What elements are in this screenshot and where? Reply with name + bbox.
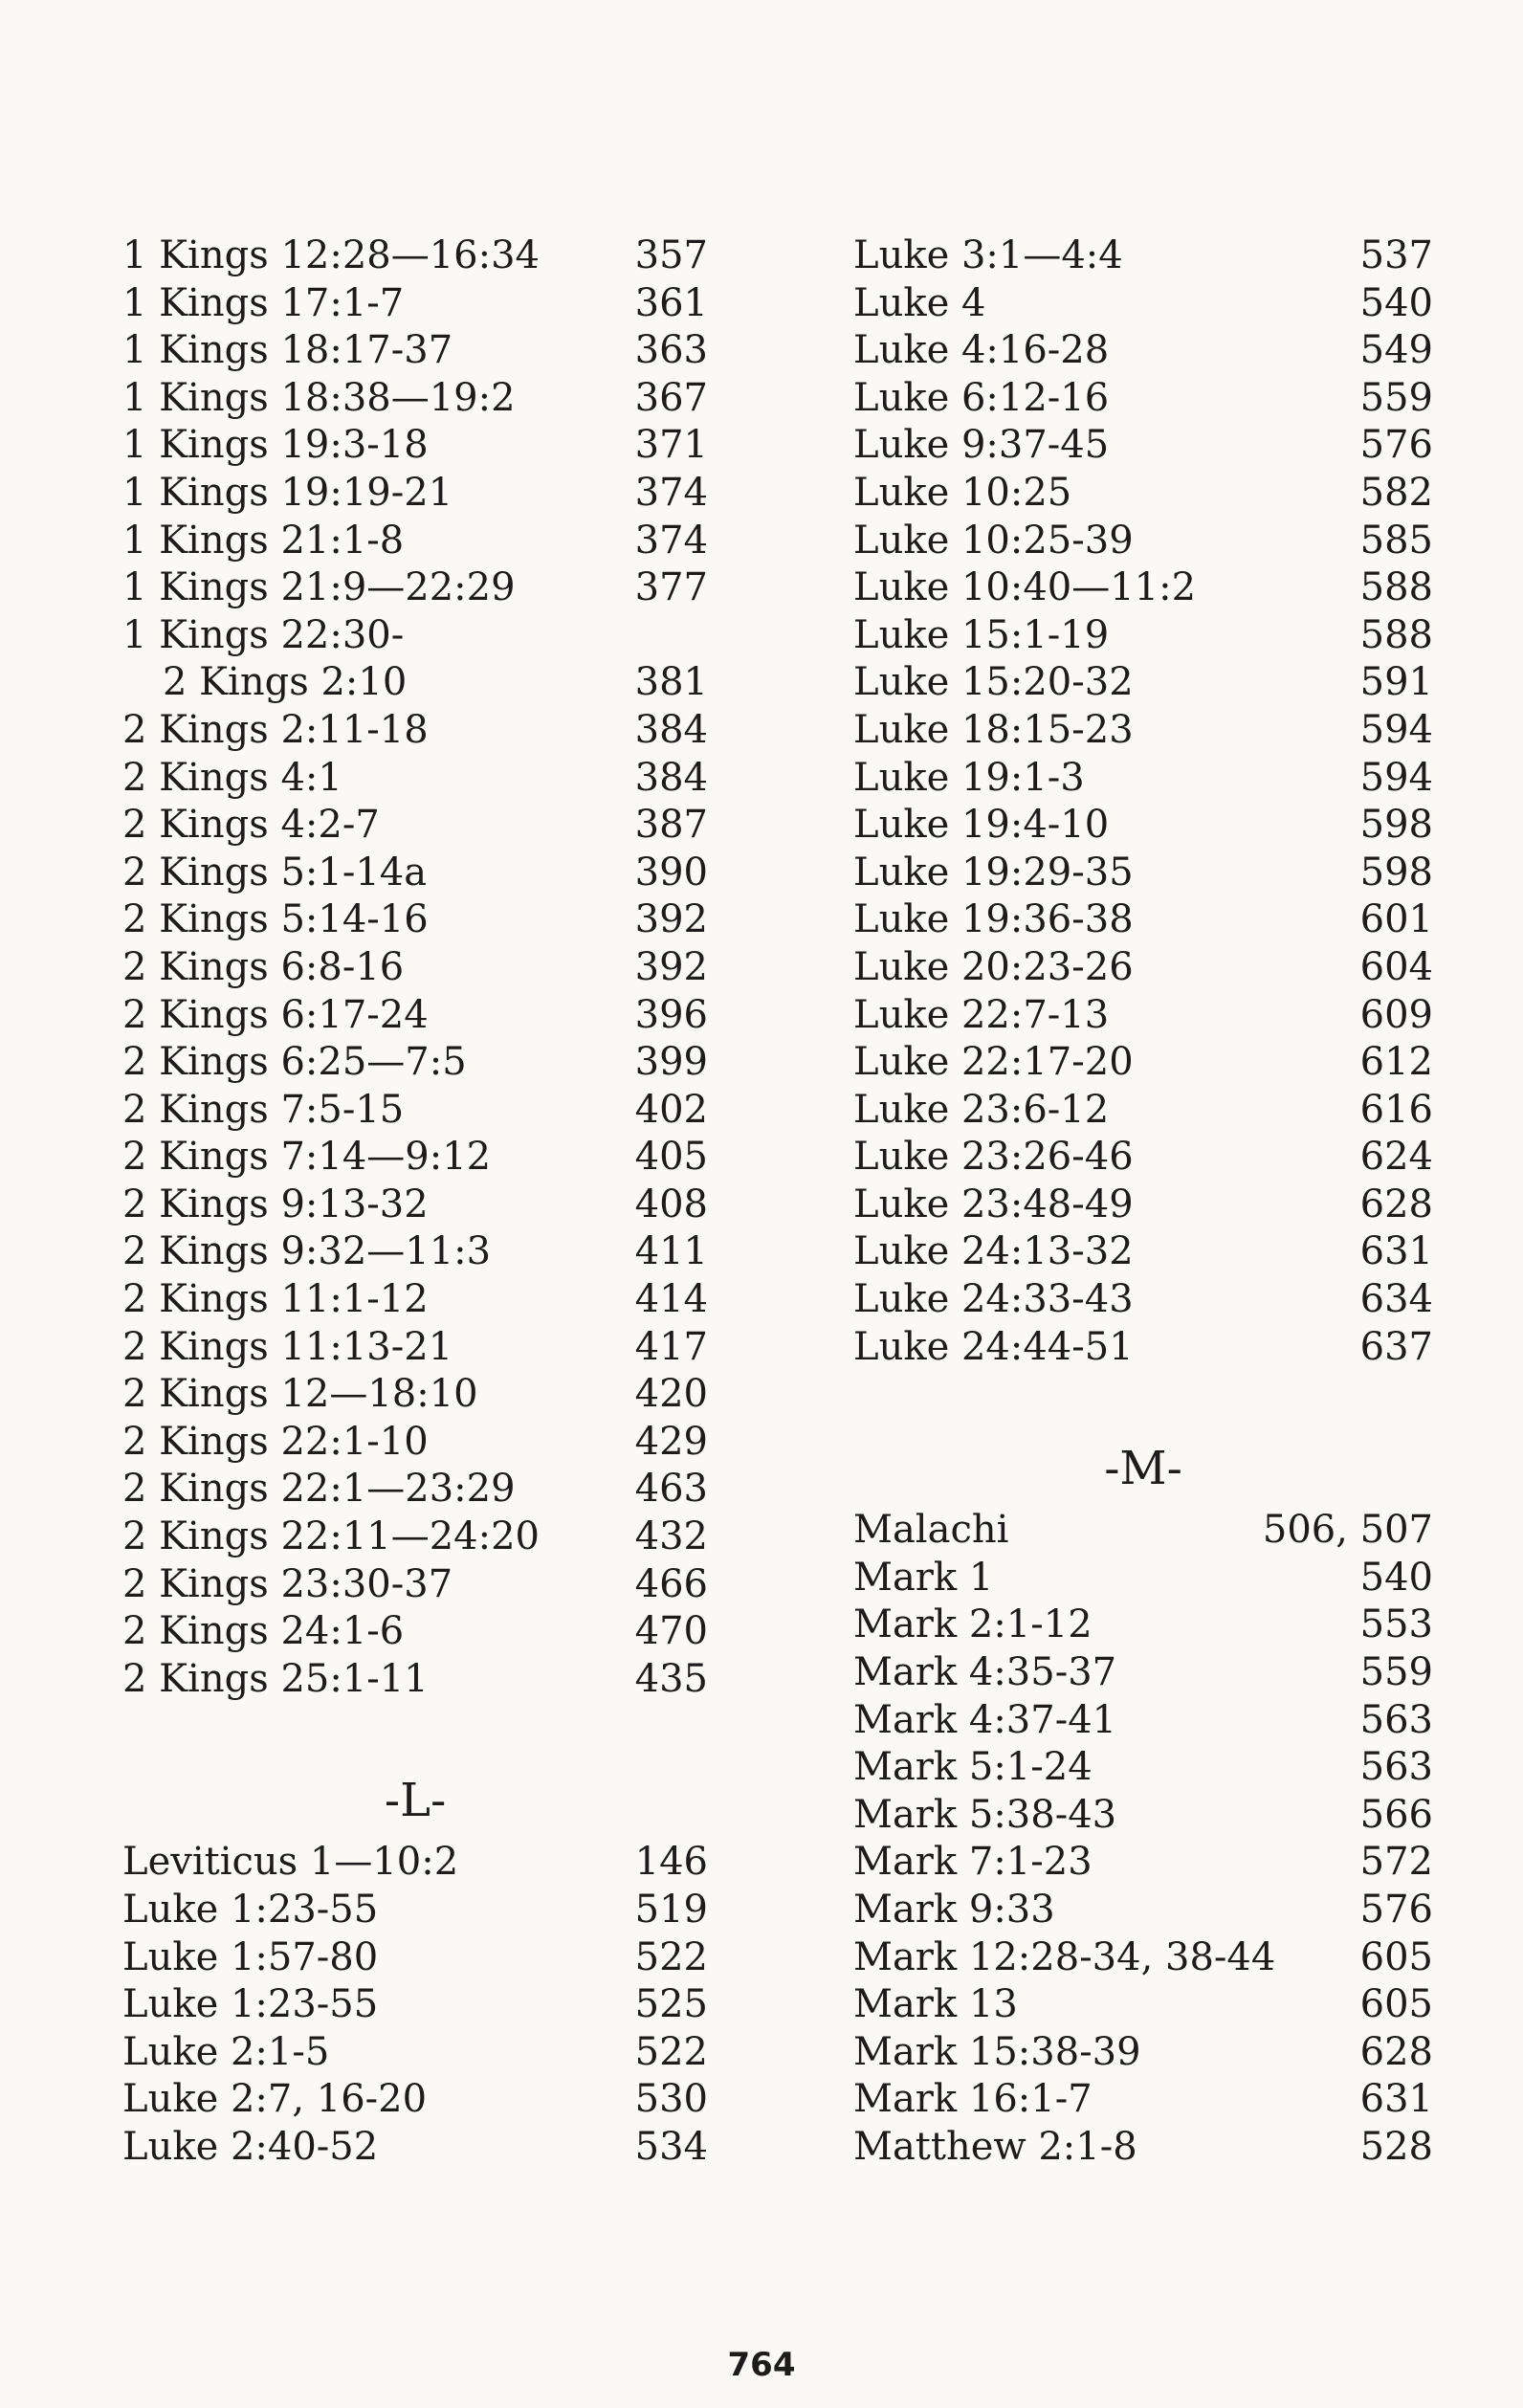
entry-reference: Mark 5:38-43 [853,1792,1117,1837]
kings-entry-list [122,232,708,1703]
entry-reference: Malachi [853,1508,1009,1553]
index-entry [853,564,1433,612]
entry-reference: 2 Kings 5:1-14a [122,850,428,895]
index-entry [853,1887,1433,1934]
index-entry [122,1182,708,1229]
entry-reference: Mark 13 [853,1982,1018,2027]
entry-reference: 1 Kings 19:19-21 [122,470,453,515]
entry-page-number: 588 [1359,565,1433,610]
entry-reference: Matthew 2:1-8 [853,2124,1137,2169]
index-entry [853,1228,1433,1276]
entry-page-number: 598 [1359,803,1433,848]
entry-reference: 1 Kings 12:28—16:34 [122,233,540,277]
index-entry [122,1981,708,2029]
index-entry [853,612,1433,660]
section-heading-l: -L- [384,1774,447,1828]
index-entry [853,470,1433,518]
index-column-right [853,232,1433,2172]
entry-page-number: 390 [634,850,708,895]
index-entry [122,1887,708,1934]
entry-page-number: 585 [1359,518,1433,563]
entry-page-number: 402 [634,1087,708,1132]
entry-reference: 2 Kings 12—18:10 [122,1372,478,1417]
entry-page-number: 624 [1359,1135,1433,1180]
entry-page-number: 405 [634,1135,708,1180]
index-entry [122,564,708,612]
index-entry [853,659,1433,707]
entry-reference: Luke 24:33-43 [853,1277,1134,1322]
index-entry [122,1934,708,1982]
entry-page-number: 637 [1359,1324,1433,1369]
entry-reference: Mark 12:28-34, 38-44 [853,1934,1276,1979]
entry-reference: 2 Kings 23:30-37 [122,1561,453,1606]
index-entry [122,1419,708,1467]
m-entry-list [853,1507,1433,2171]
index-entry [853,2124,1433,2172]
index-entry [122,1228,708,1276]
entry-page-number: 420 [634,1372,708,1417]
index-entry [122,1134,708,1182]
entry-page-number: 591 [1359,660,1433,705]
entry-page-number: 374 [634,470,708,515]
entry-reference: Mark 5:1-24 [853,1745,1093,1790]
entry-reference: 2 Kings 22:1—23:29 [122,1467,516,1512]
entry-reference: 2 Kings 11:13-21 [122,1324,453,1369]
index-entry [853,327,1433,375]
entry-page-number: 470 [634,1609,708,1654]
index-entry [853,755,1433,803]
entry-page-number: 609 [1359,992,1433,1037]
index-entry [853,944,1433,992]
index-entry [853,1182,1433,1229]
entry-page-number: 604 [1359,944,1433,989]
entry-reference: 1 Kings 18:17-37 [122,328,453,373]
entry-page-number: 559 [1359,1650,1433,1695]
index-entry [122,802,708,850]
index-entry [853,707,1433,755]
entry-reference: Mark 4:35-37 [853,1650,1117,1695]
entry-page-number: 594 [1359,707,1433,752]
entry-page-number: 528 [1359,2124,1433,2169]
entry-reference: Luke 19:36-38 [853,897,1134,942]
index-entry [122,1839,708,1887]
entry-page-number: 384 [634,707,708,752]
entry-reference: 2 Kings 4:1 [122,755,342,800]
index-entry [853,1934,1433,1982]
entry-reference: Luke 15:1-19 [853,612,1110,657]
entry-page-number: 530 [634,2077,708,2122]
index-entry [853,1507,1433,1555]
index-entry [853,375,1433,423]
entry-reference: 1 Kings 19:3-18 [122,423,429,468]
entry-page-number: 631 [1359,1229,1433,1274]
entry-page-number: 598 [1359,850,1433,895]
page-number: 764 [727,2346,796,2384]
entry-reference: Luke 6:12-16 [853,375,1110,420]
index-entry [122,375,708,423]
index-entry [122,470,708,518]
index-entry [122,422,708,470]
entry-reference: Luke 23:48-49 [853,1182,1134,1226]
entry-reference: Mark 2:1-12 [853,1602,1093,1647]
entry-page-number: 576 [1359,1888,1433,1932]
index-entry [853,992,1433,1040]
entry-reference: Luke 22:7-13 [853,992,1110,1037]
entry-page-number: 411 [634,1229,708,1274]
entry-page-number: 601 [1359,897,1433,942]
entry-page-number: 432 [634,1514,708,1559]
entry-page-number: 566 [1359,1792,1433,1837]
index-entry [853,1649,1433,1697]
entry-page-number: 605 [1359,1982,1433,2027]
index-entry [853,1981,1433,2029]
entry-page-number: 387 [634,803,708,848]
entry-reference: 2 Kings 24:1-6 [122,1609,405,1654]
index-entry [853,1276,1433,1324]
index-entry [853,802,1433,850]
index-entry [122,2029,708,2077]
index-entry [122,1276,708,1324]
entry-reference: 2 Kings 22:1-10 [122,1419,429,1464]
entry-reference: Luke 24:44-51 [853,1324,1134,1369]
index-entry [122,659,708,707]
entry-reference: Luke 1:23-55 [122,1982,379,2027]
index-entry [853,1324,1433,1372]
entry-reference: Luke 22:17-20 [853,1040,1134,1085]
entry-reference: Luke 19:1-3 [853,755,1085,800]
entry-reference: 2 Kings 7:14—9:12 [122,1135,492,1180]
entry-reference: Luke 10:25-39 [853,518,1134,563]
entry-reference: Luke 10:25 [853,470,1072,515]
entry-page-number: 628 [1359,2029,1433,2074]
index-entry [853,422,1433,470]
entry-reference: Luke 19:4-10 [853,803,1110,848]
entry-page-number: 559 [1359,375,1433,420]
entry-reference: Mark 9:33 [853,1888,1055,1932]
entry-page-number: 506, 507 [1262,1508,1433,1553]
index-entry [122,707,708,755]
section-heading-m: -M- [1104,1442,1182,1496]
index-entry [853,850,1433,897]
entry-page-number: 588 [1359,612,1433,657]
luke-entry-list [853,232,1433,1371]
entry-reference: Luke 19:29-35 [853,850,1134,895]
index-entry [853,1744,1433,1792]
entry-page-number: 572 [1359,1840,1433,1885]
entry-page-number: 396 [634,992,708,1037]
entry-reference: 1 Kings 18:38—19:2 [122,375,516,420]
index-entry [853,280,1433,328]
index-entry [122,1466,708,1513]
entry-reference: Luke 18:15-23 [853,707,1134,752]
entry-reference: 2 Kings 6:25—7:5 [122,1040,467,1085]
entry-reference: 2 Kings 9:13-32 [122,1182,429,1226]
entry-page-number: 537 [1359,233,1433,277]
index-entry [122,1608,708,1656]
entry-reference: Luke 2:7, 16-20 [122,2077,428,2122]
index-entry [122,280,708,328]
index-entry [853,2076,1433,2124]
index-entry [853,518,1433,565]
entry-reference: 1 Kings 21:9—22:29 [122,565,516,610]
entry-page-number: 525 [634,1982,708,2027]
index-entry [853,1555,1433,1602]
entry-reference: Luke 24:13-32 [853,1229,1134,1274]
entry-reference: 2 Kings 4:2-7 [122,803,380,848]
index-entry [853,1039,1433,1087]
entry-page-number: 381 [634,660,708,705]
entry-page-number: 146 [634,1840,708,1885]
entry-page-number: 463 [634,1467,708,1512]
entry-reference: 2 Kings 2:11-18 [122,707,429,752]
entry-page-number: 371 [634,423,708,468]
entry-reference: Luke 20:23-26 [853,944,1134,989]
entry-page-number: 357 [634,233,708,277]
entry-page-number: 408 [634,1182,708,1226]
entry-page-number: 563 [1359,1745,1433,1790]
index-entry [122,2124,708,2172]
entry-reference: Mark 16:1-7 [853,2077,1093,2122]
index-entry [122,850,708,897]
index-entry [853,1839,1433,1887]
entry-reference: 2 Kings 9:32—11:3 [122,1229,492,1274]
index-entry [122,1039,708,1087]
entry-page-number: 628 [1359,1182,1433,1226]
entry-reference: Mark 7:1-23 [853,1840,1093,1885]
entry-page-number: 534 [634,2124,708,2169]
entry-page-number: 361 [634,280,708,325]
entry-reference: Luke 23:6-12 [853,1087,1110,1132]
entry-page-number: 576 [1359,423,1433,468]
index-entry [853,1134,1433,1182]
entry-page-number: 540 [1359,1555,1433,1600]
index-entry [122,1513,708,1561]
index-entry [122,755,708,803]
entry-reference: Leviticus 1—10:2 [122,1840,459,1885]
entry-reference: Luke 9:37-45 [853,423,1110,468]
index-entry [122,944,708,992]
entry-reference: Luke 1:23-55 [122,1888,379,1932]
entry-page-number: 384 [634,755,708,800]
index-entry [122,1656,708,1704]
index-entry [122,232,708,280]
entry-page-number: 553 [1359,1602,1433,1647]
index-entry [853,1697,1433,1745]
entry-page-number: 392 [634,897,708,942]
index-entry [122,612,708,660]
entry-reference: Luke 2:1-5 [122,2029,330,2074]
entry-page-number: 631 [1359,2077,1433,2122]
entry-reference: Luke 3:1—4:4 [853,233,1123,277]
entry-reference: Mark 15:38-39 [853,2029,1141,2074]
entry-page-number: 399 [634,1040,708,1085]
entry-reference: 2 Kings 25:1-11 [122,1656,429,1701]
index-entry [853,1602,1433,1649]
entry-reference: Luke 4 [853,280,986,325]
entry-page-number: 563 [1359,1697,1433,1742]
entry-page-number: 374 [634,518,708,563]
index-entry [122,2076,708,2124]
entry-reference: 1 Kings 21:1-8 [122,518,405,563]
index-entry [122,896,708,944]
entry-reference: 2 Kings 5:14-16 [122,897,429,942]
entry-page-number: 417 [634,1324,708,1369]
entry-reference: Luke 23:26-46 [853,1135,1134,1180]
entry-page-number: 582 [1359,470,1433,515]
entry-reference: 1 Kings 22:30- [122,612,405,657]
index-entry [122,327,708,375]
entry-reference: 2 Kings 2:10 [163,660,408,705]
entry-page-number: 466 [634,1561,708,1606]
entry-page-number: 519 [634,1888,708,1932]
entry-page-number: 392 [634,944,708,989]
entry-page-number: 540 [1359,280,1433,325]
index-entry [122,1324,708,1372]
entry-reference: 1 Kings 17:1-7 [122,280,405,325]
entry-reference: Luke 2:40-52 [122,2124,379,2169]
index-column-left [122,232,708,2172]
entry-page-number: 414 [634,1277,708,1322]
entry-page-number: 612 [1359,1040,1433,1085]
index-entry [122,992,708,1040]
index-entry [122,518,708,565]
entry-reference: Luke 10:40—11:2 [853,565,1197,610]
entry-reference: 2 Kings 22:11—24:20 [122,1514,540,1559]
entry-reference: Luke 4:16-28 [853,328,1110,373]
index-entry [122,1087,708,1135]
entry-page-number: 634 [1359,1277,1433,1322]
index-entry [853,2029,1433,2077]
entry-page-number: 363 [634,328,708,373]
entry-reference: 2 Kings 7:5-15 [122,1087,405,1132]
index-entry [122,1371,708,1419]
index-entry [853,1087,1433,1135]
entry-reference: 2 Kings 6:17-24 [122,992,429,1037]
entry-page-number: 594 [1359,755,1433,800]
entry-reference: 2 Kings 11:1-12 [122,1277,429,1322]
entry-page-number: 522 [634,1934,708,1979]
entry-page-number: 549 [1359,328,1433,373]
l-entry-list [122,1839,708,2171]
index-entry [122,1561,708,1609]
entry-page-number: 616 [1359,1087,1433,1132]
entry-page-number: 377 [634,565,708,610]
entry-reference: 2 Kings 6:8-16 [122,944,405,989]
entry-reference: Mark 1 [853,1555,994,1600]
entry-page-number: 522 [634,2029,708,2074]
entry-reference: Luke 15:20-32 [853,660,1134,705]
index-entry [853,1792,1433,1840]
entry-reference: Mark 4:37-41 [853,1697,1117,1742]
entry-page-number: 435 [634,1656,708,1701]
entry-page-number: 605 [1359,1934,1433,1979]
entry-page-number: 429 [634,1419,708,1464]
entry-page-number: 367 [634,375,708,420]
index-entry [853,896,1433,944]
entry-reference: Luke 1:57-80 [122,1934,379,1979]
index-entry [853,232,1433,280]
